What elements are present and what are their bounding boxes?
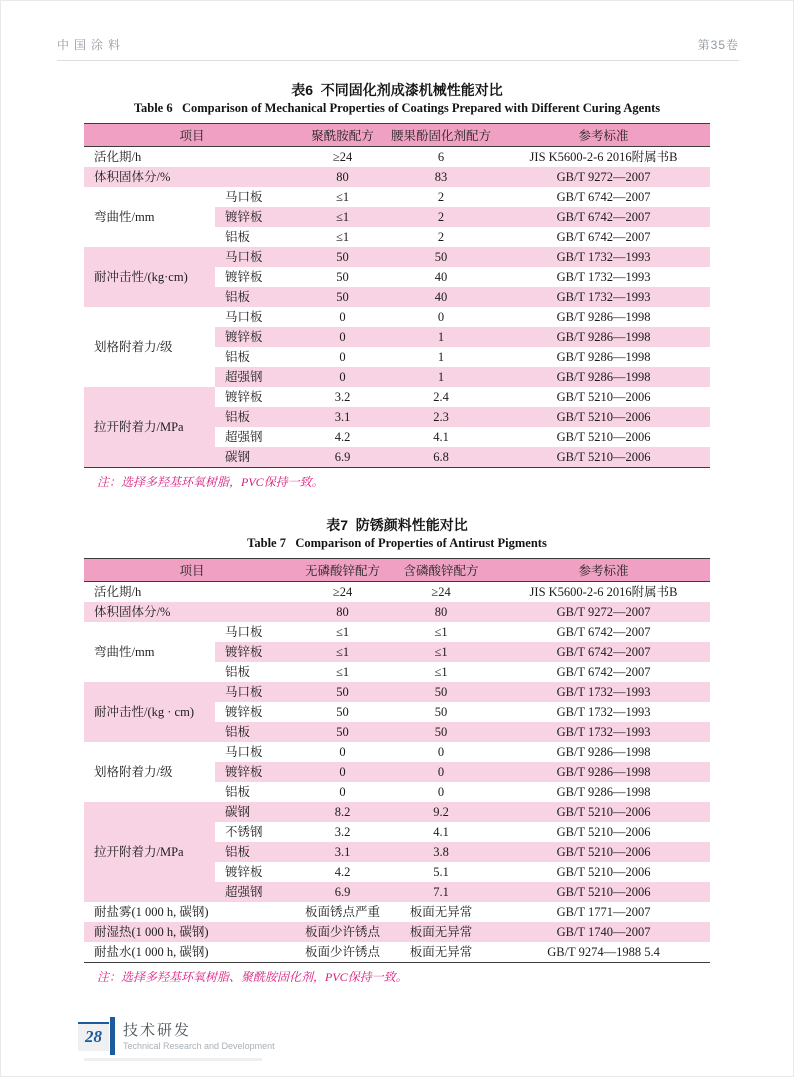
page-footer [78,1022,275,1051]
substrate-cell: 超强钢 [215,882,300,902]
table-row [84,307,710,327]
value-cell: 2 [437,230,445,244]
value-cell: 9.2 [385,802,497,822]
value-cell: ≤1 [335,190,350,204]
value-cell: 50 [300,287,385,307]
value-cell: 50 [336,270,349,284]
standard-cell: GB/T 6742—2007 [556,625,651,639]
row-label-cell: 耐盐水(1 000 h, 碳钢) [94,945,209,959]
value-cell: 6 [437,150,445,164]
substrate-cell: 不锈钢 [225,825,263,839]
substrate-cell: 铝板 [225,665,251,679]
table7-title-en: Table 7 Comparison of Properties of Antirust Pigments [247,536,547,550]
table7-title-cn: 表7 防锈颜料性能对比 [326,517,468,533]
value-cell: 3.1 [300,407,385,427]
section-block [123,1022,275,1051]
value-cell: ≤1 [300,207,385,227]
standard-cell: GB/T 9274—1988 5.4 [547,945,660,959]
standard-cell: GB/T 5210—2006 [556,390,651,404]
substrate-cell: 马口板 [215,247,300,267]
substrate-cell: 马口板 [215,682,300,702]
value-cell: 板面少许锈点 [300,922,385,942]
standard-cell: GB/T 6742—2007 [497,642,710,662]
page-content [84,82,710,985]
column-header: 参考标准 [497,124,710,147]
value-cell: 50 [434,705,448,719]
standard-cell: GB/T 6742—2007 [556,665,651,679]
table-row [84,187,710,207]
value-cell: 6.9 [300,447,385,468]
substrate-cell: 超强钢 [215,367,300,387]
value-cell: 0 [300,367,385,387]
substrate-cell: 镀锌板 [225,390,263,404]
standard-cell: GB/T 1771—2007 [556,905,651,919]
row-label-cell: 拉开附着力/MPa [84,802,215,902]
value-cell: 0 [437,310,445,324]
table-row [84,622,710,642]
value-cell: ≤1 [335,230,350,244]
section-title-cn: 技术研发 [123,1022,192,1039]
substrate-cell: 超强钢 [225,430,263,444]
value-cell: 3.2 [334,390,351,404]
value-cell: 0 [339,785,346,799]
journal-name: 中国涂料 [57,38,126,52]
standard-cell: GB/T 1740—2007 [497,922,710,942]
standard-cell: GB/T 5210—2006 [497,842,710,862]
volume-label: 第35卷 [697,38,739,52]
value-cell: 1 [437,350,445,364]
value-cell: 50 [385,247,497,267]
column-header: 含磷酸锌配方 [385,559,497,582]
value-cell: 40 [434,270,448,284]
value-cell: 3.1 [300,842,385,862]
page-number: 28 [85,1027,102,1046]
substrate-cell: 马口板 [225,745,263,759]
row-label-cell: 体积固体分/% [84,167,300,187]
standard-cell: GB/T 1732—1993 [556,705,651,719]
standard-cell: GB/T 5210—2006 [556,430,651,444]
value-cell: ≥24 [332,585,353,599]
standard-cell: GB/T 5210—2006 [497,407,710,427]
value-cell: 8.2 [300,802,385,822]
column-header: 参考标准 [497,559,710,582]
value-cell: ≤1 [434,665,448,679]
value-cell: 80 [300,167,385,187]
value-cell: 0 [385,762,497,782]
value-cell: 0 [437,785,445,799]
table6 [84,123,710,468]
table6-note: 注：选择多羟基环氧树脂，PVC保持一致。 [97,475,324,489]
value-cell: 4.1 [433,430,449,444]
value-cell: 80 [385,602,497,622]
value-cell: 3.2 [334,825,351,839]
table6-title-en: Table 6 Comparison of Mechanical Properties of Coatings Prepared with Different Curing Agents [133,101,661,115]
value-cell: 0 [339,310,346,324]
substrate-cell: 镀锌板 [225,270,263,284]
substrate-cell: 铝板 [225,785,251,799]
substrate-cell: 镀锌板 [225,705,263,719]
value-cell: 40 [385,287,497,307]
substrate-cell: 铝板 [225,350,251,364]
row-label-cell: 划格附着力/级 [84,307,215,387]
value-cell: 板面少许锈点 [305,945,381,959]
value-cell: ≤1 [300,642,385,662]
substrate-cell: 碳钢 [215,447,300,468]
footer-divider [84,1058,262,1061]
table-header-row [84,124,710,147]
row-label-cell: 耐湿热(1 000 h, 碳钢) [84,922,300,942]
substrate-cell: 镀锌板 [215,207,300,227]
table-row [84,247,710,267]
value-cell: 0 [300,327,385,347]
table-row [84,602,710,622]
value-cell: ≥24 [431,585,451,599]
standard-cell: GB/T 5210—2006 [497,802,710,822]
substrate-cell: 碳钢 [215,802,300,822]
value-cell: 50 [336,705,349,719]
value-cell: 4.2 [334,430,351,444]
standard-cell: GB/T 9272—2007 [497,167,710,187]
value-cell: ≤1 [335,625,350,639]
standard-cell: GB/T 5210—2006 [497,447,710,468]
standard-cell: JIS K5600-2-6 2016附属书B [529,585,678,599]
value-cell: 2 [437,190,445,204]
value-cell: ≤1 [335,665,350,679]
row-label-cell: 体积固体分/% [84,602,300,622]
column-header: 腰果酚固化剂配方 [385,124,497,147]
value-cell: 6.9 [300,882,385,902]
value-cell: 1 [385,327,497,347]
standard-cell: JIS K5600-2-6 2016附属书B [529,150,678,164]
table-row [84,802,710,822]
value-cell: 2 [385,207,497,227]
standard-cell: GB/T 1732—1993 [497,247,710,267]
value-cell: 50 [300,682,385,702]
substrate-cell: 马口板 [225,625,263,639]
column-header: 聚酰胺配方 [300,124,385,147]
value-cell: ≥24 [332,150,353,164]
running-head [57,36,739,61]
value-cell: 5.1 [433,865,449,879]
standard-cell: GB/T 1732—1993 [556,270,651,284]
standard-cell: GB/T 1732—1993 [497,682,710,702]
page-number-box [78,1022,109,1051]
table7 [84,558,710,963]
table-header-row [84,559,710,582]
row-label-cell: 活化期/h [94,585,142,599]
table-row [84,942,710,963]
table-row [84,902,710,922]
value-cell: 板面无异常 [385,922,497,942]
substrate-cell: 镀锌板 [215,642,300,662]
standard-cell: GB/T 1732—1993 [497,722,710,742]
table-row [84,582,710,603]
substrate-cell: 镀锌板 [225,865,263,879]
value-cell: 50 [300,722,385,742]
row-label-cell: 耐冲击性/(kg · cm) [84,682,215,742]
substrate-cell: 马口板 [225,190,263,204]
value-cell: 4.2 [334,865,351,879]
value-cell: 6.8 [385,447,497,468]
standard-cell: GB/T 1732—1993 [497,287,710,307]
section-title-en: Technical Research and Development [123,1041,275,1051]
value-cell: 80 [300,602,385,622]
value-cell: ≤1 [434,625,448,639]
table-row [84,387,710,407]
row-label-cell: 弯曲性/mm [84,187,215,247]
value-cell: 板面锈点严重 [305,905,381,919]
column-header: 项目 [84,124,300,147]
standard-cell: GB/T 5210—2006 [556,825,651,839]
page-number-bar [110,1017,115,1055]
value-cell: 83 [385,167,497,187]
standard-cell: GB/T 9286—1998 [497,327,710,347]
standard-cell: GB/T 5210—2006 [556,865,651,879]
row-label-cell: 耐盐雾(1 000 h, 碳钢) [94,905,209,919]
standard-cell: GB/T 9272—2007 [497,602,710,622]
row-label-cell: 划格附着力/级 [84,742,215,802]
row-label-cell: 耐冲击性/(kg·cm) [84,247,215,307]
standard-cell: GB/T 6742—2007 [497,207,710,227]
standard-cell: GB/T 9286—1998 [497,762,710,782]
column-header: 项目 [84,559,300,582]
value-cell: 2.3 [385,407,497,427]
substrate-cell: 铝板 [215,842,300,862]
table-row [84,682,710,702]
value-cell: 4.1 [433,825,449,839]
substrate-cell: 铝板 [215,287,300,307]
spacer [84,490,710,517]
table-row [84,922,710,942]
table-row [84,167,710,187]
substrate-cell: 镀锌板 [215,327,300,347]
value-cell: 0 [339,745,346,759]
value-cell: ≤1 [385,642,497,662]
value-cell: 板面无异常 [409,905,473,919]
row-label-cell: 拉开附着力/MPa [84,387,215,468]
value-cell: 0 [437,745,445,759]
table-row [84,742,710,762]
standard-cell: GB/T 5210—2006 [497,882,710,902]
substrate-cell: 马口板 [225,310,263,324]
row-label-cell: 活化期/h [94,150,142,164]
standard-cell: GB/T 6742—2007 [556,190,651,204]
value-cell: 50 [385,682,497,702]
value-cell: 3.8 [385,842,497,862]
substrate-cell: 铝板 [215,722,300,742]
row-label-cell: 弯曲性/mm [84,622,215,682]
value-cell: 50 [385,722,497,742]
table7-note: 注：选择多羟基环氧树脂、聚酰胺固化剂，PVC保持一致。 [97,970,408,984]
standard-cell: GB/T 9286—1998 [556,310,651,324]
standard-cell: GB/T 6742—2007 [556,230,651,244]
column-header: 无磷酸锌配方 [300,559,385,582]
standard-cell: GB/T 9286—1998 [497,367,710,387]
substrate-cell: 铝板 [215,407,300,427]
value-cell: 50 [300,247,385,267]
standard-cell: GB/T 9286—1998 [556,745,651,759]
value-cell: 2.4 [433,390,449,404]
standard-cell: GB/T 9286—1998 [556,785,651,799]
substrate-cell: 铝板 [225,230,251,244]
value-cell: 0 [300,762,385,782]
value-cell: 板面无异常 [409,945,473,959]
value-cell: 7.1 [385,882,497,902]
table-row [84,147,710,168]
standard-cell: GB/T 9286—1998 [556,350,651,364]
value-cell: 1 [385,367,497,387]
value-cell: 0 [339,350,346,364]
table6-title-cn: 表6 不同固化剂成漆机械性能对比 [291,82,503,98]
substrate-cell: 镀锌板 [215,762,300,782]
